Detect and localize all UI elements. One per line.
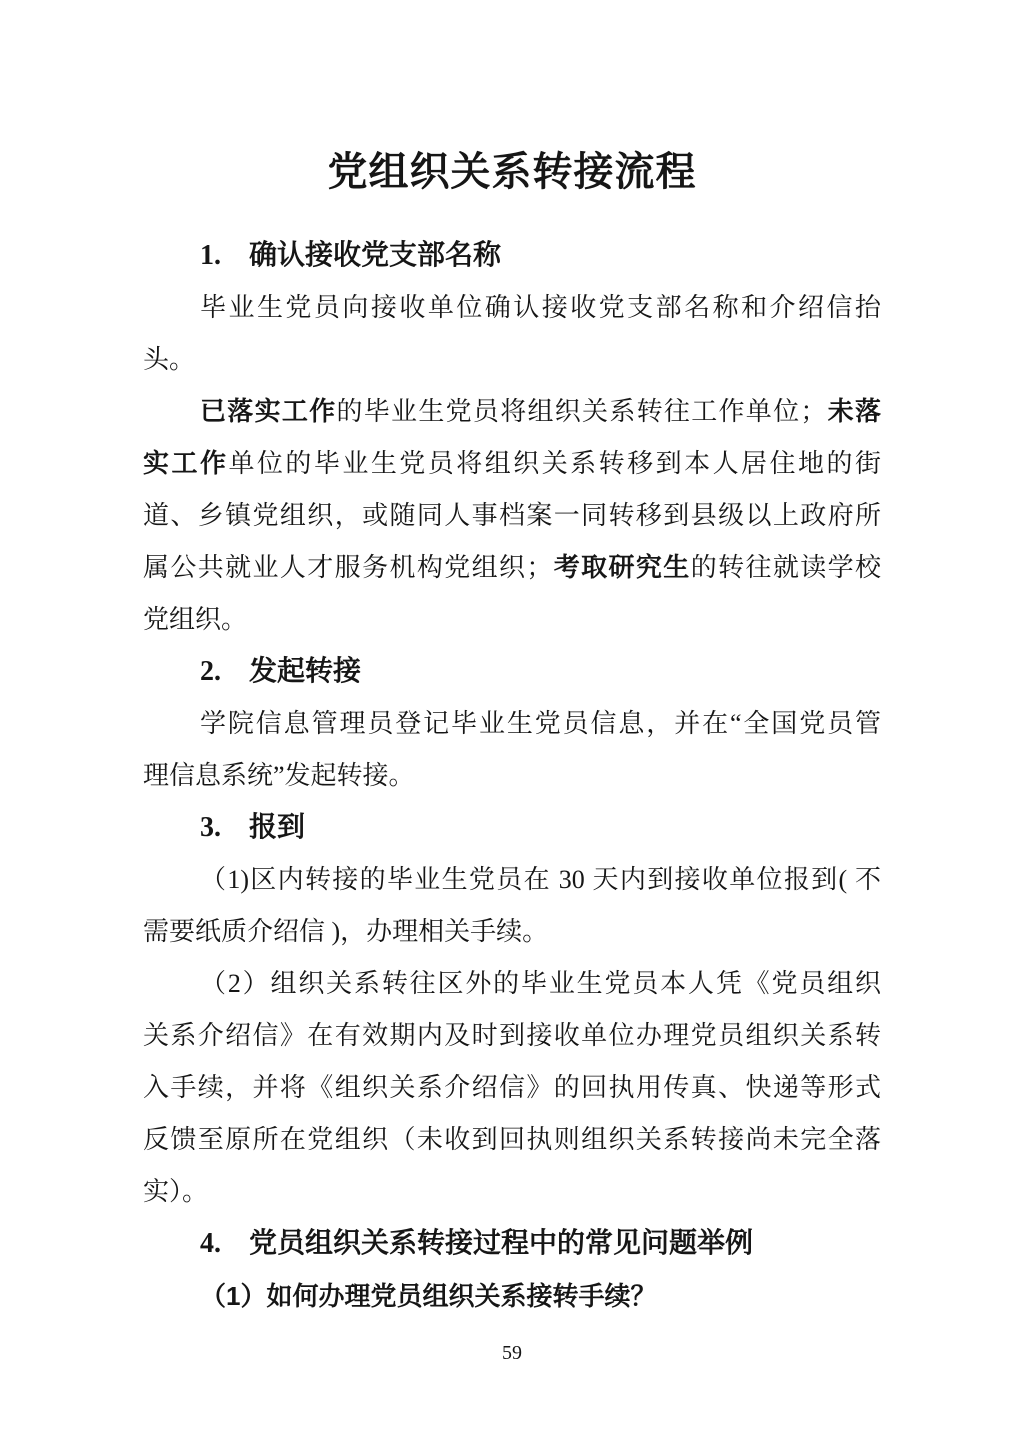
paragraph-line: 关系介绍信》在有效期内及时到接收单位办理党员组织关系转 <box>143 1021 881 1050</box>
paragraph-line: （1)区内转接的毕业生党员在 30 天内到接收单位报到( 不 <box>200 865 881 894</box>
paragraph-line: 入手续，并将《组织关系介绍信》的回执用传真、快递等形式 <box>143 1073 881 1102</box>
document-body <box>143 230 881 1322</box>
paragraph-line: 需要纸质介绍信 )，办理相关手续。 <box>143 917 549 946</box>
bold-phrase: 未落 <box>826 397 881 426</box>
paragraph-line: 理信息系统”发起转接。 <box>143 761 415 790</box>
text-run: 单位的毕业生党员将组织关系转移到本人居住地的街 <box>228 449 881 478</box>
text-run: 的毕业生党员将组织关系转往工作单位； <box>336 397 827 426</box>
page-number: 59 <box>502 1342 522 1364</box>
paragraph-line: 反馈至原所在党组织（未收到回执则组织关系转接尚未完全落 <box>143 1125 881 1154</box>
paragraph-line: （2）组织关系转往区外的毕业生党员本人凭《党员组织 <box>200 969 881 998</box>
paragraph-line <box>143 542 881 594</box>
question-line: （1）如何办理党员组织关系接转手续？ <box>200 1281 657 1311</box>
bold-phrase: 考取研究生 <box>552 553 691 582</box>
paragraph-line: 道、乡镇党组织，或随同人事档案一同转移到县级以上政府所 <box>143 501 881 530</box>
section-1-heading: 1. 确认接收党支部名称 <box>200 240 502 271</box>
paragraph-line <box>143 386 881 438</box>
text-run: 属公共就业人才服务机构党组织； <box>143 553 553 582</box>
paragraph-line: 毕业生党员向接收单位确认接收党支部名称和介绍信抬 <box>200 293 881 322</box>
paragraph-line: 党组织。 <box>143 605 248 634</box>
page-title: 党组织关系转接流程 <box>327 149 697 194</box>
paragraph-line <box>143 438 881 490</box>
paragraph-line: 学院信息管理员登记毕业生党员信息，并在“全国党员管 <box>200 709 881 738</box>
bold-phrase: 实工作 <box>143 449 229 478</box>
paragraph-line: 实）。 <box>143 1177 209 1206</box>
bold-phrase: 已落实工作 <box>200 397 337 426</box>
text-run: 的转往就读学校 <box>690 553 881 582</box>
section-2-heading: 2. 发起转接 <box>200 656 362 687</box>
section-4-heading: 4. 党员组织关系转接过程中的常见问题举例 <box>200 1228 754 1259</box>
paragraph-line: 头。 <box>143 345 196 374</box>
section-3-heading: 3. 报到 <box>200 812 306 843</box>
